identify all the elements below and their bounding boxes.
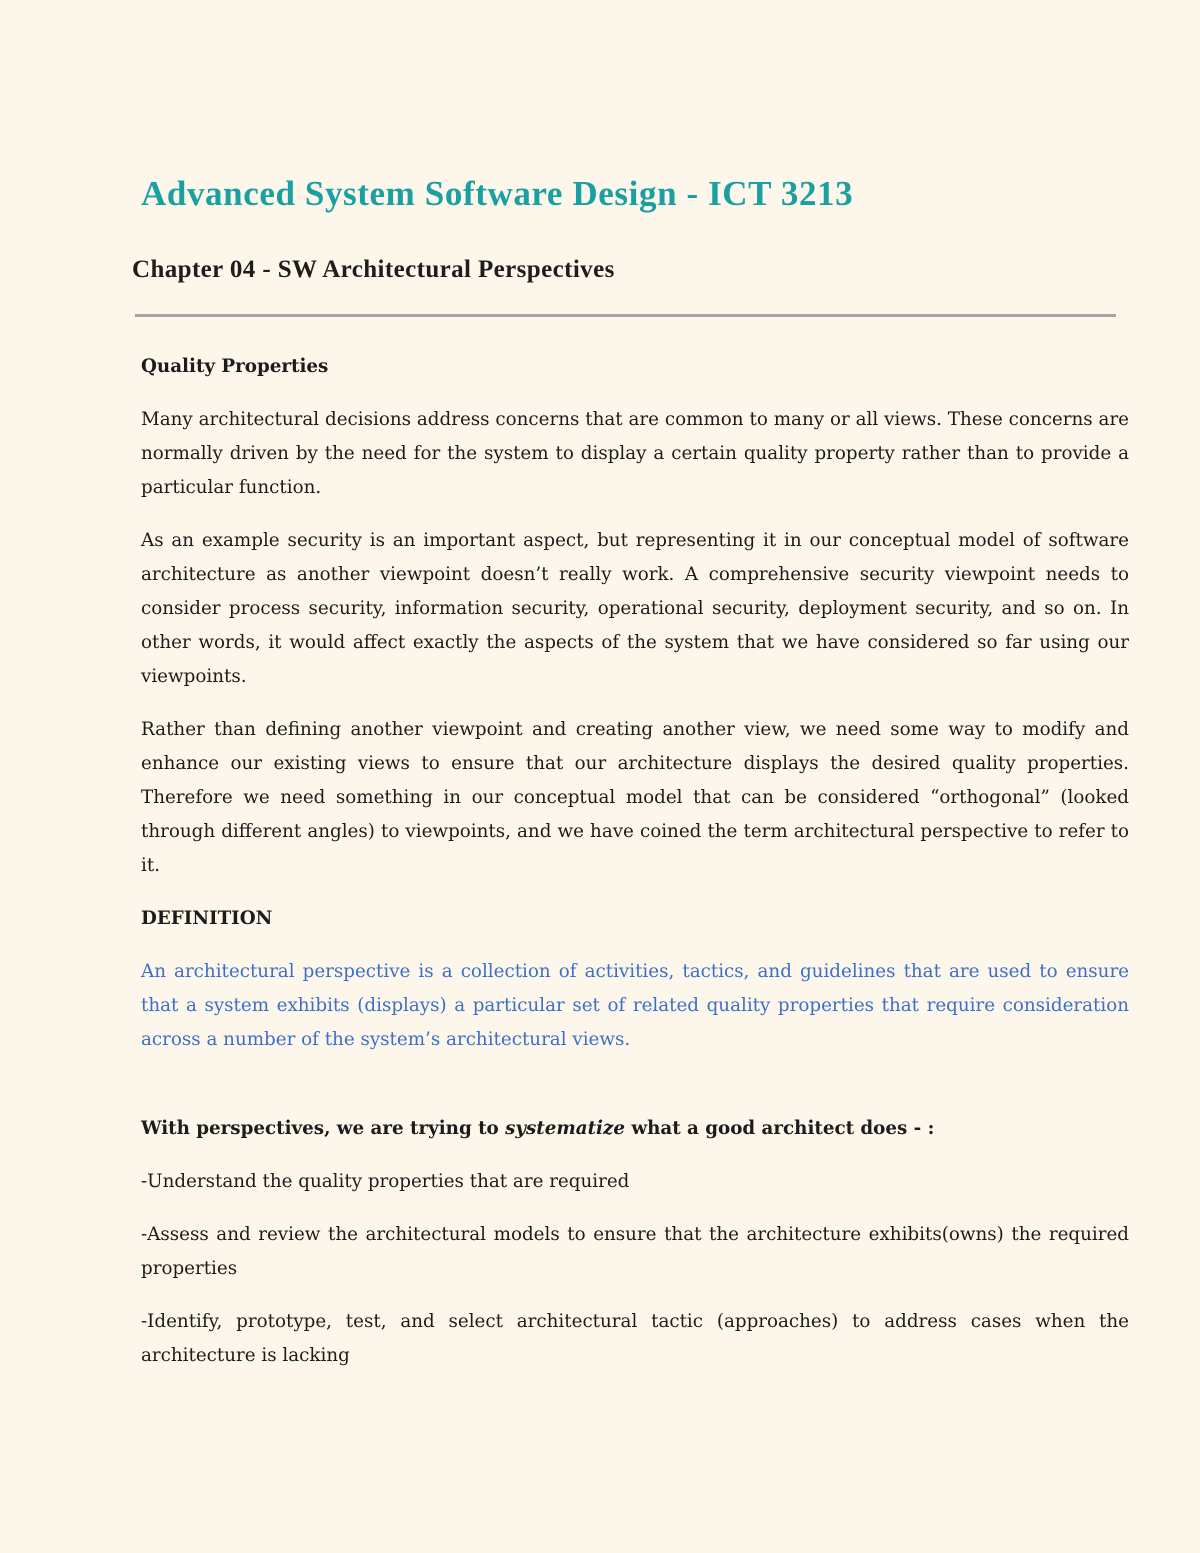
list-item-understand: -Understand the quality properties that are required xyxy=(141,1171,630,1192)
list-item-assess: -Assess and review the architectural models to ensure that the architecture exhibits(owns) the required properties xyxy=(141,1224,1129,1279)
quality-properties-heading: Quality Properties xyxy=(141,356,329,377)
paragraph-orthogonal: Rather than defining another viewpoint and creating another view, we need some way to modify and enhance our existing views to ensure that our architecture displays the desired quality properties. Therefore we need something in our conceptual model that can be considered “orthogonal” (looked through different angles) to viewpoints, and we have coined the term architectural perspective to refer to it. xyxy=(141,719,1129,876)
perspectives-heading-start: With perspectives, we are trying to xyxy=(141,1118,506,1139)
paragraph-quality-intro: Many architectural decisions address concerns that are common to many or all views. These concerns are normally driven by the need for the system to display a certain quality property rather than to provide a particular function. xyxy=(141,409,1129,498)
document-body xyxy=(141,350,1129,1392)
list-item-identify: -Identify, prototype, test, and select architectural tactic (approaches) to address cases when the architecture is lacking xyxy=(141,1311,1129,1366)
perspectives-heading-end: what a good architect does - : xyxy=(624,1118,935,1139)
perspectives-heading-emphasis: systematize xyxy=(505,1118,625,1139)
horizontal-divider xyxy=(135,314,1116,317)
definition-text: An architectural perspective is a collection of activities, tactics, and guidelines that are used to ensure that a system exhibits (displays) a particular set of related quality properties that require consideration across a number of the system’s architectural views. xyxy=(141,961,1129,1050)
document-title: Advanced System Software Design - ICT 3213 xyxy=(141,174,854,213)
perspectives-heading xyxy=(141,1112,1129,1146)
paragraph-security-example: As an example security is an important aspect, but representing it in our conceptual model of software architecture as another viewpoint doesn’t really work. A comprehensive security viewpoint needs to consider process security, information security, operational security, deployment security, and so on. In other words, it would affect exactly the aspects of the system that we have considered so far using our viewpoints. xyxy=(141,530,1129,687)
spacer xyxy=(141,1076,1129,1112)
chapter-heading: Chapter 04 - SW Architectural Perspectives xyxy=(132,256,615,283)
definition-heading: DEFINITION xyxy=(141,908,273,929)
